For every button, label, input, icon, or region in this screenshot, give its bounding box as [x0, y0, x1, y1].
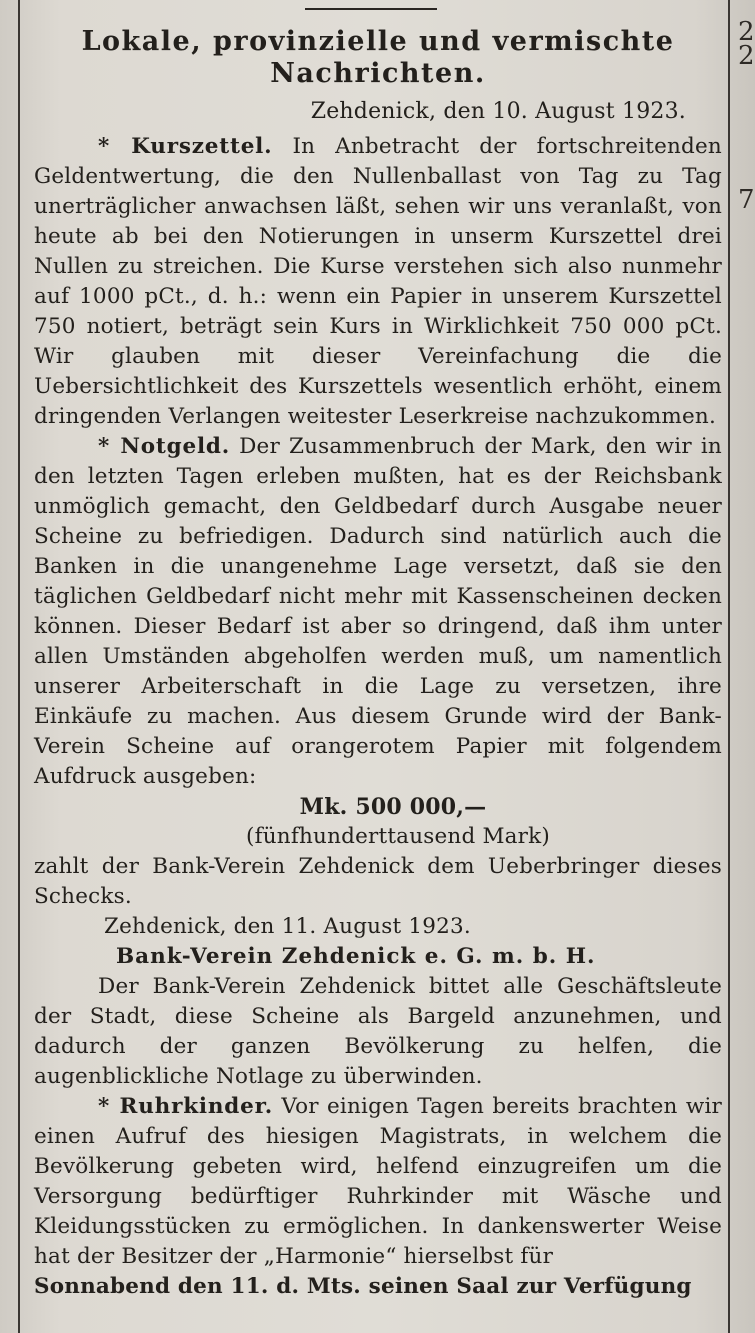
adjacent-glyph: 2 — [738, 17, 755, 47]
article-keyword: * Kurszettel. — [98, 134, 273, 159]
note-date: Zehdenick, den 11. August 1923. — [104, 914, 471, 939]
article-keyword: * Ruhrkinder. — [98, 1094, 274, 1119]
article-last-line: Sonnabend den 11. d. Mts. seinen Saal zur Verfügung — [34, 1274, 692, 1299]
column-rule-right — [728, 0, 730, 1333]
note-closing: Der Bank-Verein Zehdenick bittet alle Geschäftsleute der Stadt, diese Scheine als Bargeld anzunehmen, und dadurch der ganzen Bevölkerung zu helfen, die augenblickliche Notlage zu überwinden. — [34, 974, 722, 1089]
column-rule-left — [18, 0, 20, 1333]
article-notgeld — [34, 432, 722, 792]
article-kurszettel — [34, 132, 722, 432]
article-text: In Anbetracht der fortschreitenden Geldentwertung, die den Nullenballast von Tag zu Tag unerträglicher anwachsen läßt, sehen wir uns veranlaßt, von heute ab bei den Notierungen in unserm Kurszettel drei Nullen zu streichen. Die Kurse verstehen sich also nunmehr auf 1000 pCt., d. h.: wenn ein Papier in unserem Kurszettel 750 notiert, beträgt sein Kurs in Wirklichkeit 750 000 pCt. Wir glauben mit dieser Vereinfachung die die Uebersichtlichkeit des Kurszettels wesentlich erhöht, einem dringenden Verlangen weitester Leserkreise nachzukommen. — [34, 134, 722, 429]
article-text: Vor einigen Tagen bereits brachten wir einen Aufruf des hiesigen Magistrats, in welchem die Bevölkerung gebeten wird, helfend einzugreifen um die Versorgung bedürftiger Ruhrkinder mit Wäsche und Kleidungsstücken zu ermöglichen. In dankenswerter Weise hat der Besitzer der „Harmonie“ hierselbst für — [34, 1094, 722, 1269]
article-keyword: * Notgeld. — [98, 434, 231, 459]
section-heading-line1: Lokale, provinzielle und vermischte — [81, 26, 675, 57]
section-heading-line2: Nachrichten. — [270, 58, 486, 89]
article-ruhrkinder — [34, 1092, 722, 1272]
adjacent-column-fragment — [738, 17, 755, 215]
top-rule — [305, 8, 437, 10]
note-amount-words: (fünfhunderttausend Mark) — [246, 824, 550, 849]
section-heading — [34, 26, 722, 90]
note-amount: Mk. 500 000,— — [299, 794, 487, 820]
note-payee-text: zahlt der Bank-Verein Zehdenick dem Ueberbringer dieses Schecks. — [34, 854, 722, 909]
dateline: Zehdenick, den 10. August 1923. — [310, 99, 686, 124]
adjacent-glyph: 7 — [738, 185, 755, 215]
adjacent-glyph: 2 — [738, 41, 755, 71]
news-column — [34, 22, 722, 1302]
note-bank-name: Bank-Verein Zehdenick e. G. m. b. H. — [116, 944, 596, 969]
article-text: Der Zusammenbruch der Mark, den wir in den letzten Tagen erleben mußten, hat es der Reichsbank unmöglich gemacht, den Geldbedarf durch Ausgabe neuer Scheine zu befriedigen. Dadurch sind natürlich auch die Banken in die unangenehme Lage versetzt, daß sie den täglichen Geldbedarf nicht mehr mit Kassenscheinen decken können. Dieser Bedarf ist aber so dringend, daß ihm unter allen Umständen abgeholfen werden muß, um namentlich unserer Arbeiterschaft in die Lage zu versetzen, ihre Einkäufe zu machen. Aus diesem Grunde wird der Bank-Verein Scheine auf orangerotem Papier mit folgendem Aufdruck ausgeben: — [34, 434, 722, 789]
